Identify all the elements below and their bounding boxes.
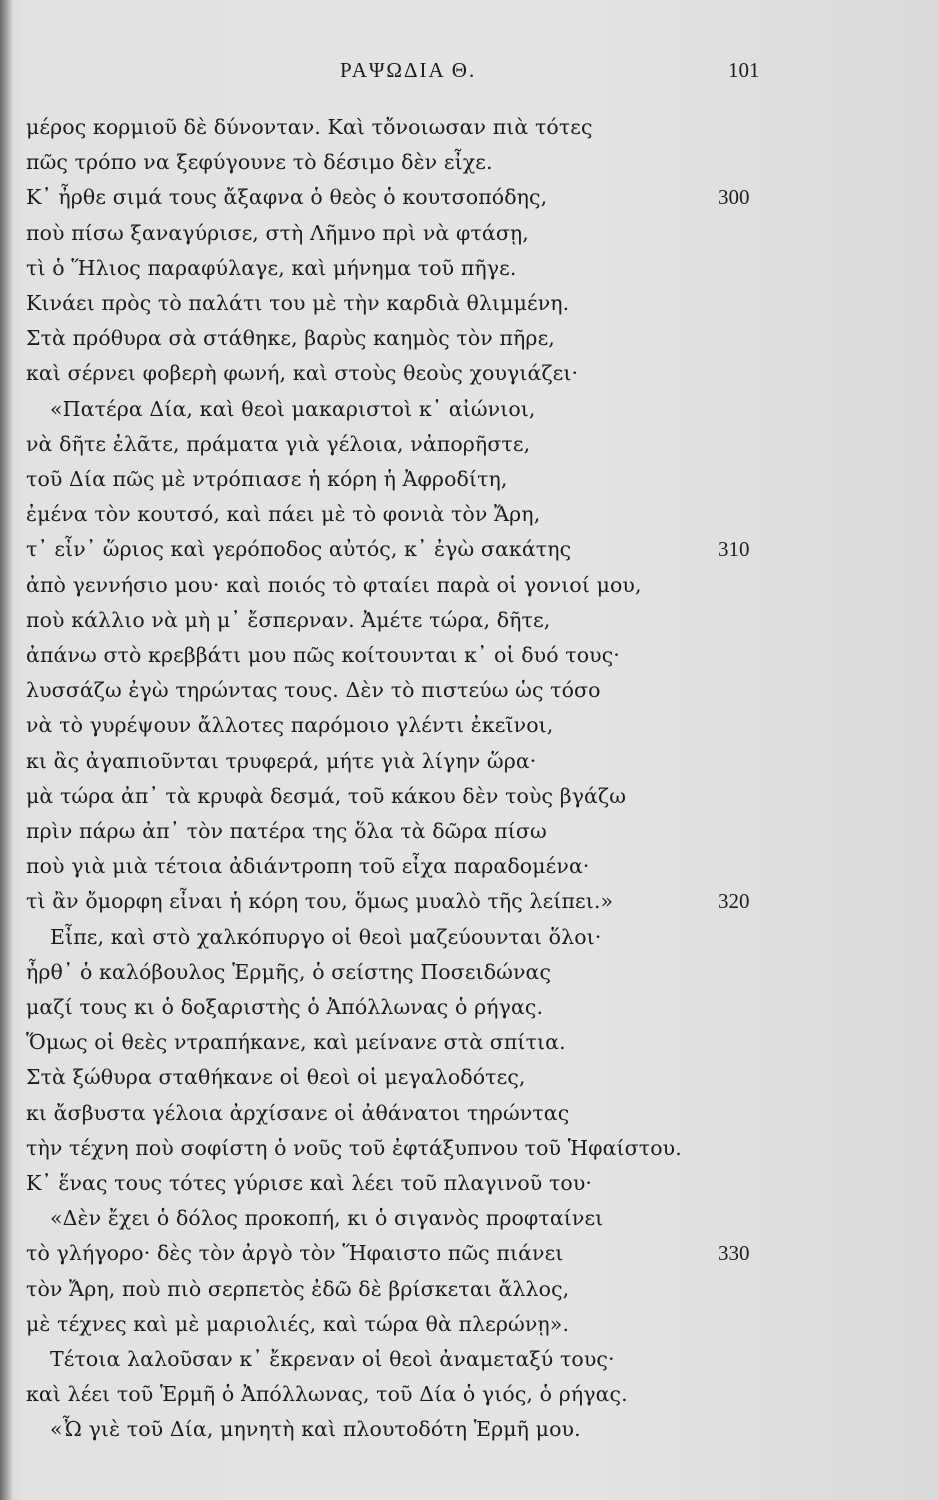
verse-text: ποὺ κάλλιο νὰ μὴ μ᾽ ἔσπερναν. Ἀμέτε τώρα, δῆτε, [26,607,551,632]
verse-text: νὰ δῆτε ἐλᾶτε, πράματα γιὰ γέλοια, νἀπορῆστε, [26,431,531,456]
verse-text: λυσσάζω ἐγὼ τηρώντας τους. Δὲν τὸ πιστεύω ὡς τόσο [26,678,601,703]
verse-line [0,960,938,993]
verse-text: τὶ ὁ Ἥλιος παραφύλαγε, καὶ μήνημα τοῦ πῆγε. [26,255,517,280]
verse-line [0,291,938,324]
verse-line [0,713,938,746]
verse-text: ἀπάνω στὸ κρεββάτι μου πῶς κοίτουνται κ᾽ οἱ δυό τους· [26,643,620,667]
verse-text: τὸ γλήγορο· δὲς τὸν ἀργὸ τὸν Ἥφαιστο πῶς πιάνει [26,1241,564,1266]
verse-text: τ᾽ εἶν᾽ ὥριος καὶ γερόποδος αὐτός, κ᾽ ἐγὼ σακάτης [26,537,572,562]
verse-text: ποὺ πίσω ξαναγύρισε, στὴ Λῆμνο πρὶ νὰ φτάσῃ, [26,220,529,245]
verse-text: «Ὦ γιὲ τοῦ Δία, μηνητὴ καὶ πλουτοδότη Ἑρμῆ μου. [50,1417,581,1442]
line-number: 300 [718,185,750,210]
verse-text: ἀπὸ γεννήσιο μου· καὶ ποιός τὸ φταίει παρὰ οἱ γονιοί μου, [26,572,642,597]
verse-text: Κινάει πρὸς τὸ παλάτι του μὲ τὴν καρδιὰ θλιμμένη. [26,291,570,315]
line-number: 310 [718,537,750,562]
verse-line [0,1241,938,1274]
verse-line [0,784,938,817]
verse-line [0,1347,938,1380]
verse-text: μέρος κορμιοῦ δὲ δύνονταν. Καὶ τὄνοιωσαν πιὰ τότες [26,115,593,139]
verse-text: καὶ λέει τοῦ Ἑρμῆ ὁ Ἀπόλλωνας, τοῦ Δία ὁ γιός, ὁ ρήγας. [26,1382,628,1407]
verse-text: ἦρθ᾽ ὁ καλόβουλος Ἑρμῆς, ὁ σείστης Ποσειδώνας [26,959,552,984]
verse-line [0,361,938,394]
verse-line [0,1382,938,1415]
verse-text: «Δὲν ἔχει ὁ δόλος προκοπή, κι ὁ σιγανὸς προφταίνει [50,1206,604,1231]
verse-text: ποὺ γιὰ μιὰ τέτοια ἀδιάντροπη τοῦ εἶχα παραδομένα· [26,854,590,879]
verse-line [0,1206,938,1239]
verse-line [0,397,938,430]
verse-line [0,115,938,148]
verse-line [0,678,938,711]
verse-text: ἐμένα τὸν κουτσό, καὶ πάει μὲ τὸ φονιὰ τὸν Ἄρη, [26,502,541,527]
verse-line [0,1101,938,1134]
verse-line [0,221,938,254]
page-number: 101 [728,58,760,82]
verse-text: Κ᾽ ἦρθε σιμά τους ἄξαφνα ὁ θεὸς ὁ κουτσοπόδης, [26,185,548,210]
verse-line [0,1312,938,1345]
verse-line [0,1065,938,1098]
running-title: ΡΑΨΩΔΙΑ Θ. [340,58,477,82]
verse-line [0,819,938,852]
verse-text: Στὰ πρόθυρα σὰ στάθηκε, βαρὺς καημὸς τὸν πῆρε, [26,326,555,351]
verse-line [0,643,938,676]
verse-line [0,1030,938,1063]
verse-text: Κ᾽ ἕνας τους τότες γύρισε καὶ λέει τοῦ πλαγινοῦ του· [26,1171,593,1195]
verse-line [0,1136,938,1169]
verse-text: τὶ ἂν ὄμορφη εἶναι ἡ κόρη του, ὅμως μυαλὸ τῆς λείπει.» [26,889,614,914]
verse-text: μὲ τέχνες καὶ μὲ μαριολιές, καὶ τώρα θὰ πλερώνῃ». [26,1311,570,1336]
verse-line [0,749,938,782]
verse-text: κι ἂς ἀγαπιοῦνται τρυφερά, μήτε γιὰ λίγην ὥρα· [26,748,537,773]
verse-line [0,608,938,641]
line-number: 320 [718,889,750,914]
verse-text: Ὅμως οἱ θεὲς ντραπήκανε, καὶ μείνανε στὰ σπίτια. [26,1030,566,1055]
verse-text: Στὰ ξώθυρα σταθήκανε οἱ θεοὶ οἱ μεγαλοδότες, [26,1065,526,1090]
verse-line [0,502,938,535]
verse-line [0,573,938,606]
verse-line [0,1417,938,1450]
verse-line [0,467,938,500]
verse-line [0,150,938,183]
verse-line [0,326,938,359]
verse-text: τὴν τέχνη ποὺ σοφίστη ὁ νοῦς τοῦ ἐφτάξυπνου τοῦ Ἡφαίστου. [26,1135,682,1160]
line-number: 330 [718,1241,750,1266]
verse-text: πῶς τρόπο να ξεφύγουνε τὸ δέσιμο δὲν εἶχε. [26,150,493,175]
verse-line [0,925,938,958]
verse-line [0,256,938,289]
verse-line [0,432,938,465]
verse-text: τὸν Ἄρη, ποὺ πιὸ σερπετὸς ἐδῶ δὲ βρίσκεται ἄλλος, [26,1276,570,1301]
verse-line [0,889,938,922]
verse-text: μὰ τώρα ἀπ᾽ τὰ κρυφὰ δεσμά, τοῦ κάκου δὲν τοὺς βγάζω [26,783,627,808]
verse-line [0,995,938,1028]
verse-line [0,1277,938,1310]
verse-text: μαζί τους κι ὁ δοξαριστὴς ὁ Ἀπόλλωνας ὁ ρήγας. [26,995,544,1019]
verse-line [0,537,938,570]
verse-text: Εἶπε, καὶ στὸ χαλκόπυργο οἱ θεοὶ μαζεύουνται ὅλοι· [50,924,602,949]
page-header [0,58,938,88]
verse-text: πρὶν πάρω ἀπ᾽ τὸν πατέρα της ὅλα τὰ δῶρα πίσω [26,819,547,843]
verse-line [0,854,938,887]
verse-text: καὶ σέρνει φοβερὴ φωνή, καὶ στοὺς θεοὺς χουγιάζει· [26,361,579,386]
verse-text: Τέτοια λαλοῦσαν κ᾽ ἔκρεναν οἱ θεοὶ ἀναμεταξύ τους· [50,1347,615,1371]
verse-text: νὰ τὸ γυρέψουν ἄλλοτες παρόμοιο γλέντι ἐκεῖνοι, [26,713,554,738]
verse-text: τοῦ Δία πῶς μὲ ντρόπιασε ἡ κόρη ἡ Ἀφροδίτη, [26,467,508,491]
verse-line [0,1171,938,1204]
verse-text: κι ἄσβυστα γέλοια ἀρχίσανε οἱ ἀθάνατοι τηρώντας [26,1100,570,1125]
verse-text: «Πατέρα Δία, καὶ θεοὶ μακαριστοὶ κ᾽ αἰώνιοι, [50,396,536,421]
verse-line [0,185,938,218]
